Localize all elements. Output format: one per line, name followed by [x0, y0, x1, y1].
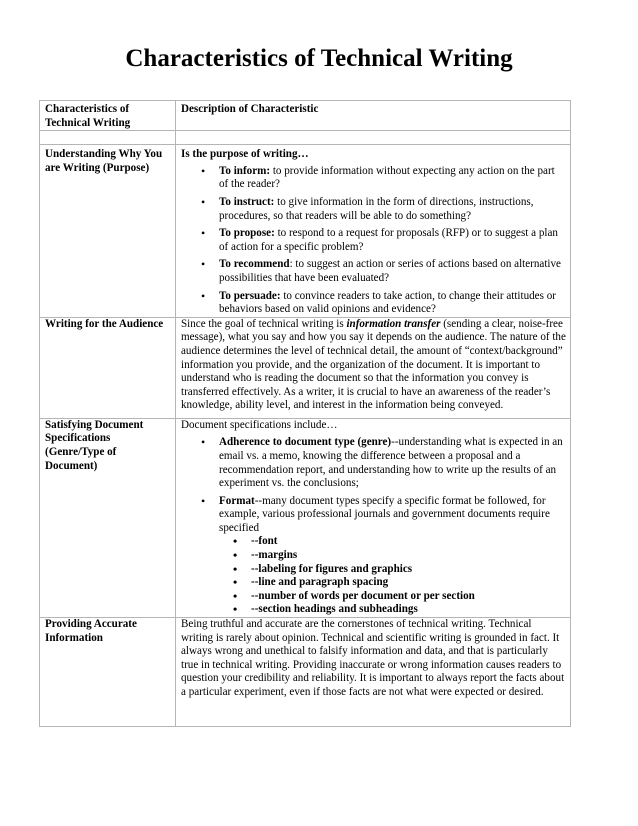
format-item: • --number of words per document or per section [251, 590, 566, 604]
table-header-row [40, 101, 571, 131]
format-item: • --margins [251, 549, 566, 563]
purpose-list [181, 165, 566, 317]
purpose-term: To recommend [219, 258, 290, 271]
format-sublist [219, 535, 566, 617]
page-title: Characteristics of Technical Writing [125, 45, 513, 72]
table-row-audience [40, 317, 571, 418]
spacer-cell [176, 131, 571, 145]
specs-label: Satisfying Document Specifications (Genre/Type of Document) [40, 418, 176, 617]
specs-intro: Document specifications include… [181, 418, 338, 431]
table-spacer-row [40, 131, 571, 145]
format-item: • --section headings and subheadings [251, 603, 566, 617]
specs-text: --many document types specify a specific format be followed, for example, various professional journals and government documents require specified [219, 494, 550, 534]
purpose-intro: Is the purpose of writing… [181, 148, 309, 161]
specs-list [181, 436, 566, 617]
accuracy-paragraph: Being truthful and accurate are the cornerstones of technical writing. Technical writing is rarely about opinion. Technical and scientific writing is grounded in fact. It always wrong and unethical to falsify information and data, and that is particularly true in technical writing. Providing inaccurate or wrong information causes readers to question your credibility and reliability. It is important to always report the facts about a particular experiment, even if those facts are not what were expected or desired. [181, 618, 565, 698]
list-item [219, 196, 566, 223]
purpose-text: : to suggest an action or series of actions based on alternative possibilities that have been evaluated? [219, 258, 561, 284]
audience-label: Writing for the Audience [40, 317, 176, 418]
purpose-description [176, 145, 571, 318]
list-item [219, 165, 566, 192]
format-item: • --labeling for figures and graphics [251, 563, 566, 577]
purpose-text: to convince readers to take action, to change their attitudes or behaviors based on valid opinions and evidence? [219, 289, 556, 316]
list-item [219, 495, 566, 617]
purpose-term: To propose: [219, 227, 275, 240]
spacer-cell [40, 131, 176, 145]
header-col2: Description of Characteristic [176, 101, 571, 131]
purpose-text: to give information in the form of directions, instructions, procedures, so that readers will be able to do something? [219, 195, 534, 222]
list-item [219, 227, 566, 254]
audience-description [176, 317, 571, 418]
format-item: • --font [251, 535, 566, 549]
audience-emphasis: information transfer [346, 317, 441, 330]
purpose-term: To inform: [219, 164, 271, 177]
purpose-term: To instruct: [219, 195, 275, 208]
table-row-accuracy [40, 618, 571, 727]
specs-term: Adherence to document type (genre) [219, 436, 392, 449]
audience-text-before: Since the goal of technical writing is [181, 317, 347, 330]
characteristics-table [39, 100, 571, 727]
table-row-specs [40, 418, 571, 617]
specs-text: --understanding what is expected in an email vs. a memo, knowing the difference between a proposal and a recommendation report, and understanding how to write up the results of an experiment vs. the conclusions; [219, 436, 563, 490]
audience-paragraph [181, 318, 566, 413]
list-item [219, 258, 566, 285]
accuracy-description [176, 618, 571, 727]
list-item [219, 290, 566, 317]
audience-text-after: (sending a clear, noise-free message), what you say and how you say it depends on the audience. The nature of the audience determines the level of technical detail, the amount of “context/background” information you provide, and the organization of the document. It is important to understand who is reading the document so that the information you convey is transferred effectively. As a writer, it is crucial to have an awareness of the reader’s knowledge, ability level, and interest in the information being conveyed. [181, 317, 566, 412]
header-col1: Characteristics of Technical Writing [40, 101, 176, 131]
format-item: • --line and paragraph spacing [251, 576, 566, 590]
specs-term: Format [219, 494, 255, 507]
specs-description [176, 418, 571, 617]
purpose-text: to respond to a request for proposals (RFP) or to suggest a plan of action for a specific problem? [219, 227, 558, 253]
purpose-label: Understanding Why You are Writing (Purpose) [40, 145, 176, 318]
purpose-term: To persuade: [219, 289, 281, 302]
list-item [219, 436, 566, 490]
table-row-purpose [40, 145, 571, 318]
accuracy-label: Providing Accurate Information [40, 618, 176, 727]
purpose-text: to provide information without expecting any action on the part of the reader? [219, 164, 555, 191]
